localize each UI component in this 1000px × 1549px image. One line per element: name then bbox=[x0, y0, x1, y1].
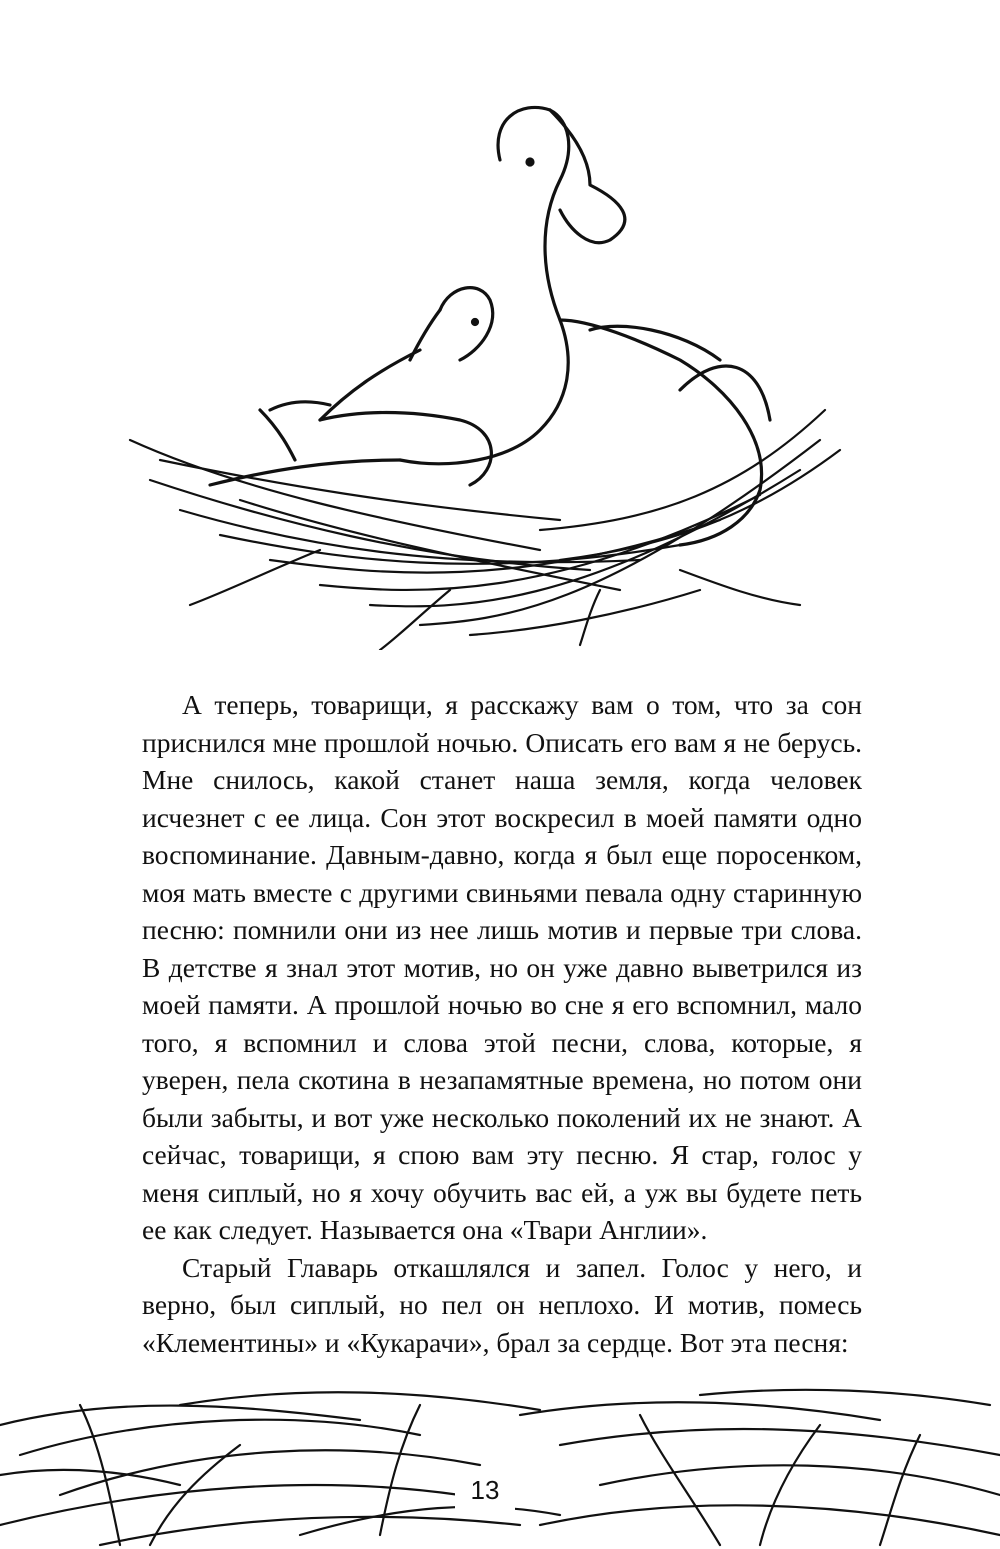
body-text bbox=[142, 686, 862, 1361]
page-number: 13 bbox=[455, 1468, 515, 1512]
nest-straw bbox=[130, 410, 840, 650]
paragraph: А теперь, товарищи, я расскажу вам о том, что за сон приснился мне прошлой ночью. Описать его вам я не берусь. Мне снилось, какой станет наша земля, когда человек исчезнет с ее лица. Сон этот воскресил в моей памяти одно воспоминание. Давным-давно, когда я был еще поросенком, моя мать вместе с другими свиньями певала одну старинную песню: помнили они из нее лишь мотив и первые три слова. В детстве я знал этот мотив, но он уже давно выветрился из моей памяти. А прошлой ночью во сне я его вспомнил, мало того, я вспомнил и слова этой песни, слова, которые, я уверен, пела скотина в незапамятные времена, но потом они были забыты, и вот уже несколько поколений их не знают. А сейчас, товарищи, я спою вам эту песню. Я стар, голос у меня сиплый, но я хочу обучить вас ей, а уж вы будете петь ее как следует. Называется она «Твари Англии». bbox=[142, 689, 862, 1245]
adult-swan bbox=[400, 107, 770, 545]
paragraph: Старый Главарь откашлялся и запел. Голос у него, и верно, был сиплый, но пел он неплохо. И мотив, помесь «Клементины» и «Кукарачи», брал за сердце. Вот эта песня: bbox=[142, 1251, 862, 1358]
young-swan bbox=[210, 288, 493, 485]
geese-on-nest-illustration bbox=[120, 90, 880, 650]
straw-border-illustration bbox=[0, 1385, 1000, 1549]
